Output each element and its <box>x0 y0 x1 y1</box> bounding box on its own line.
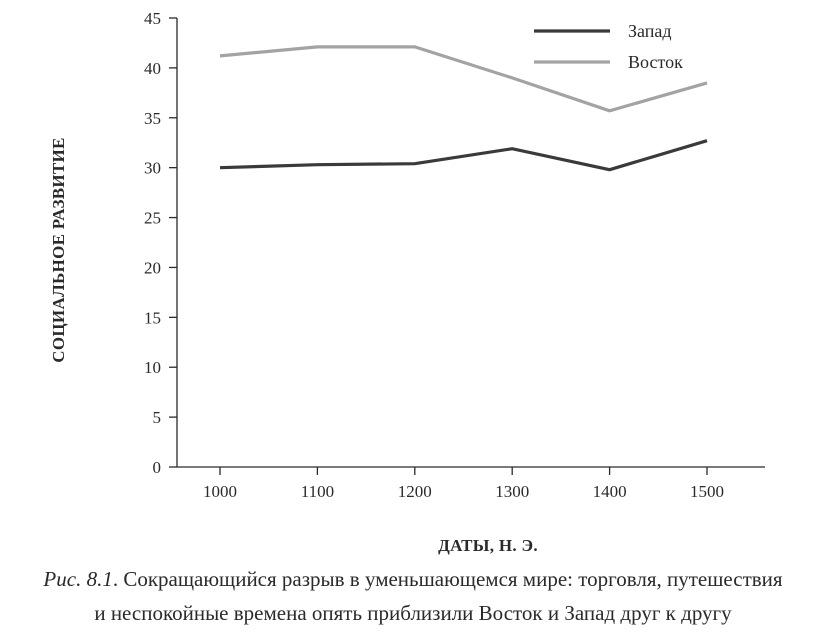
y-tick-label: 0 <box>152 458 161 477</box>
x-tick-label: 1400 <box>592 482 627 501</box>
x-tick-label: 1500 <box>690 482 724 501</box>
legend <box>534 21 683 72</box>
x-tick-label: 1200 <box>397 482 432 501</box>
x-tick-label: 1000 <box>203 482 237 501</box>
y-tick-label: 10 <box>144 358 161 378</box>
x-tick-label: 1300 <box>495 482 530 501</box>
caption-line-2: и неспокойные времена опять приблизили Восток и Запад друг к другу <box>94 601 732 625</box>
legend-label: Запад <box>628 21 672 41</box>
y-tick-label: 20 <box>144 258 161 278</box>
figure-label: Рис. 8.1 <box>43 567 113 591</box>
caption-line-1 <box>0 562 826 596</box>
caption-line-1-text: . Сокращающийся разрыв в уменьшающемся мире: торговля, путешествия <box>112 567 783 591</box>
y-tick-label: 40 <box>144 58 161 78</box>
series-line-west <box>220 141 707 170</box>
legend-label: Восток <box>628 52 683 72</box>
y-tick-label: 25 <box>144 208 161 228</box>
y-axis-title: СОЦИАЛЬНОЕ РАЗВИТИЕ <box>49 137 68 363</box>
x-axis-title: ДАТЫ, Н. Э. <box>438 536 538 555</box>
y-tick-label: 30 <box>144 158 161 178</box>
y-axis <box>144 9 177 477</box>
y-tick-label: 45 <box>144 9 161 28</box>
y-tick-label: 5 <box>152 408 161 428</box>
x-tick-label: 1100 <box>300 482 335 501</box>
x-axis <box>177 467 765 501</box>
figure-caption <box>0 562 826 630</box>
y-tick-label: 35 <box>144 108 161 128</box>
y-tick-label: 15 <box>144 308 161 328</box>
